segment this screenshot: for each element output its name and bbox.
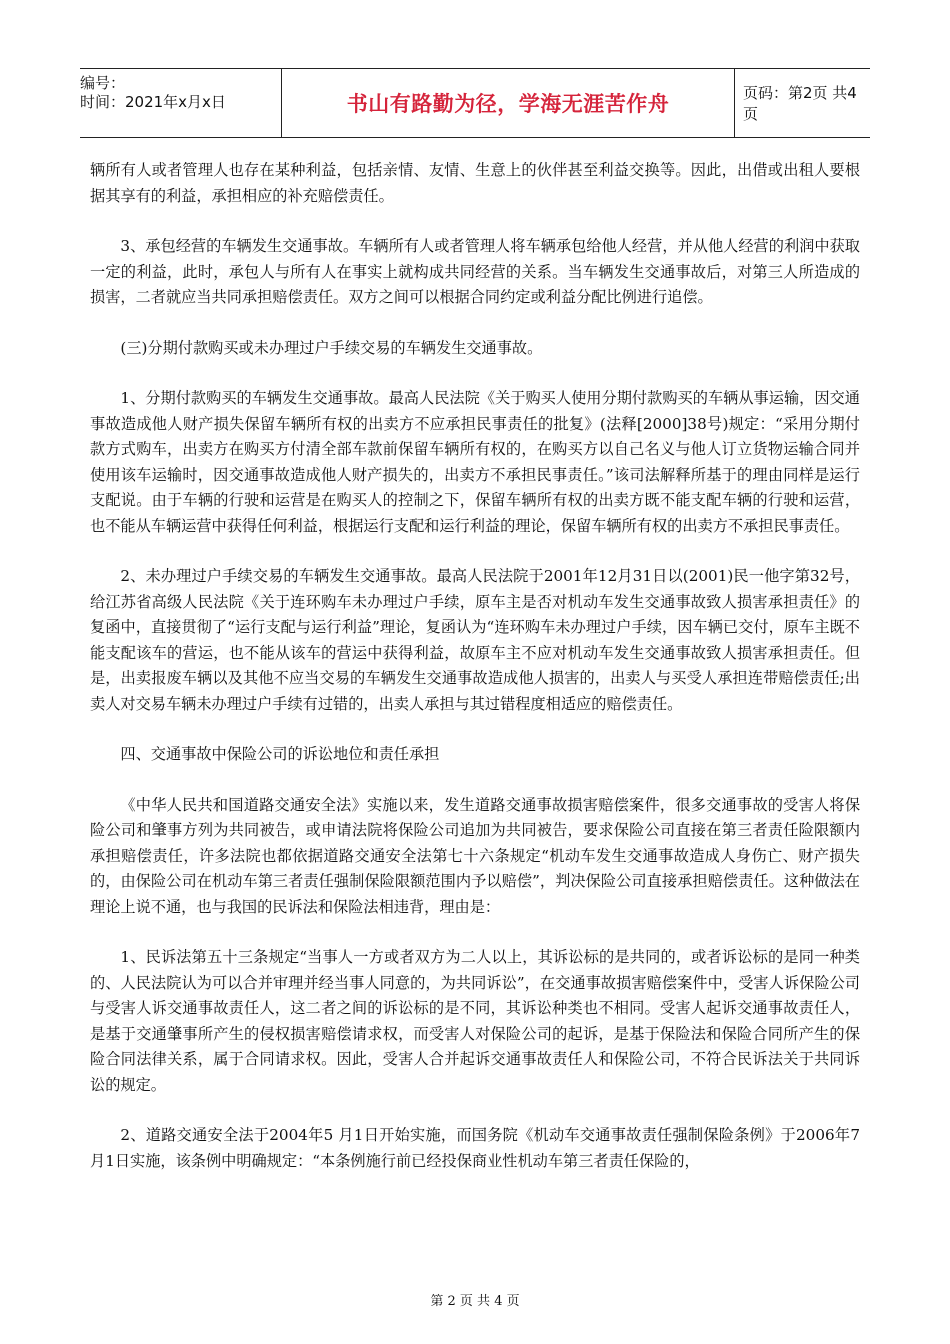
- paragraph: 2、道路交通安全法于2004年5 月1日开始实施，而国务院《机动车交通事故责任强制保险条例》于2006年7月1日实施，该条例中明确规定：“本条例施行前已经投保商业性机动车第三者责任保险的，: [90, 1126, 860, 1170]
- number-label: 编号：: [80, 74, 126, 92]
- document-header: [80, 68, 870, 138]
- header-motto-cell: [281, 69, 735, 137]
- page-footer: [0, 1290, 950, 1309]
- paragraph: 1、分期付款购买的车辆发生交通事故。最高人民法院《关于购买人使用分期付款购买的车辆从事运输，因交通事故造成他人财产损失保留车辆所有权的出卖方不应承担民事责任的批复》(法释[2000]38号)规定：“采用分期付款方式购车，出卖方在购买方付清全部车款前保留车辆所有权的，在购买方以自己名义与他人订立货物运输合同并使用该车运输时，因交通事故造成他人财产损失的，出卖方不承担民事责任。”该司法解释所基于的理由同样是运行支配说。由于车辆的行驶和运营是在购买人的控制之下，保留车辆所有权的出卖方既不能支配车辆的行驶和运营，也不能从车辆运营中获得任何利益，根据运行支配和运行利益的理论，保留车辆所有权的出卖方不承担民事责任。: [90, 389, 860, 535]
- paragraph: 1、民诉法第五十三条规定“当事人一方或者双方为二人以上，其诉讼标的是共同的，或者诉讼标的是同一种类的、人民法院认为可以合并审理并经当事人同意的，为共同诉讼”，在交通事故损害赔偿案件中，受害人诉保险公司与受害人诉交通事故责任人，这二者之间的诉讼标的是不同，其诉讼种类也不相同。受害人起诉交通事故责任人，是基于交通肇事所产生的侵权损害赔偿请求权，而受害人对保险公司的起诉，是基于保险法和保险合同所产生的保险合同法律关系，属于合同请求权。因此，受害人合并起诉交通事故责任人和保险公司，不符合民诉法关于共同诉讼的规定。: [90, 948, 860, 1094]
- page-label: 页码：第2页 共4页: [743, 84, 857, 123]
- paragraph: 《中华人民共和国道路交通安全法》实施以来，发生道路交通事故损害赔偿案件，很多交通事故的受害人将保险公司和肇事方列为共同被告，或申请法院将保险公司追加为共同被告，要求保险公司直接在第三者责任险限额内承担赔偿责任，许多法院也都依据道路交通安全法第七十六条规定“机动车发生交通事故造成人身伤亡、财产损失的，由保险公司在机动车第三者责任强制保险限额范围内予以赔偿”，判决保险公司直接承担赔偿责任。这种做法在理论上说不通，也与我国的民诉法和保险法相违背，理由是：: [90, 795, 860, 916]
- paragraph: 3、承包经营的车辆发生交通事故。车辆所有人或者管理人将车辆承包给他人经营，并从他人经营的利润中获取一定的利益，此时，承包人与所有人在事实上就构成共同经营的关系。当车辆发生交通事故后，对第三人所造成的损害，二者就应当共同承担赔偿责任。双方之间可以根据合同约定或利益分配比例进行追偿。: [90, 237, 860, 306]
- paragraph-continuation: 辆所有人或者管理人也存在某种利益，包括亲情、友情、生意上的伙伴甚至利益交换等。因此，出借或出租人要根据其享有的利益，承担相应的补充赔偿责任。: [90, 161, 860, 205]
- time-label: 时间：2021年x月x日: [80, 93, 226, 111]
- header-meta-cell: [80, 69, 281, 137]
- section-heading: 四、交通事故中保险公司的诉讼地位和责任承担: [120, 745, 440, 763]
- document-body: [90, 158, 860, 1199]
- section-heading: (三)分期付款购买或未办理过户手续交易的车辆发生交通事故。: [120, 338, 543, 357]
- footer-page-number: 第 2 页 共 4 页: [430, 1294, 520, 1309]
- header-page-cell: [735, 69, 870, 137]
- header-motto: 书山有路勤为径，学海无涯苦作舟: [346, 92, 670, 116]
- paragraph: 2、未办理过户手续交易的车辆发生交通事故。最高人民法院于2001年12月31日以(2001)民一他字第32号，给江苏省高级人民法院《关于连环购车未办理过户手续，原车主是否对机动车发生交通事故致人损害承担责任》的复函中，直接贯彻了“运行支配与运行利益”理论，复函认为“连环购车未办理过户手续，因车辆已交付，原车主既不能支配该车的营运，也不能从该车的营运中获得利益，故原车主不应对机动车发生交通事故致人损害承担责任。但是，出卖报废车辆以及其他不应当交易的车辆发生交通事故造成他人损害的，出卖人与买受人承担连带赔偿责任;出卖人对交易车辆未办理过户手续有过错的，出卖人承担与其过错程度相适应的赔偿责任。: [90, 567, 860, 713]
